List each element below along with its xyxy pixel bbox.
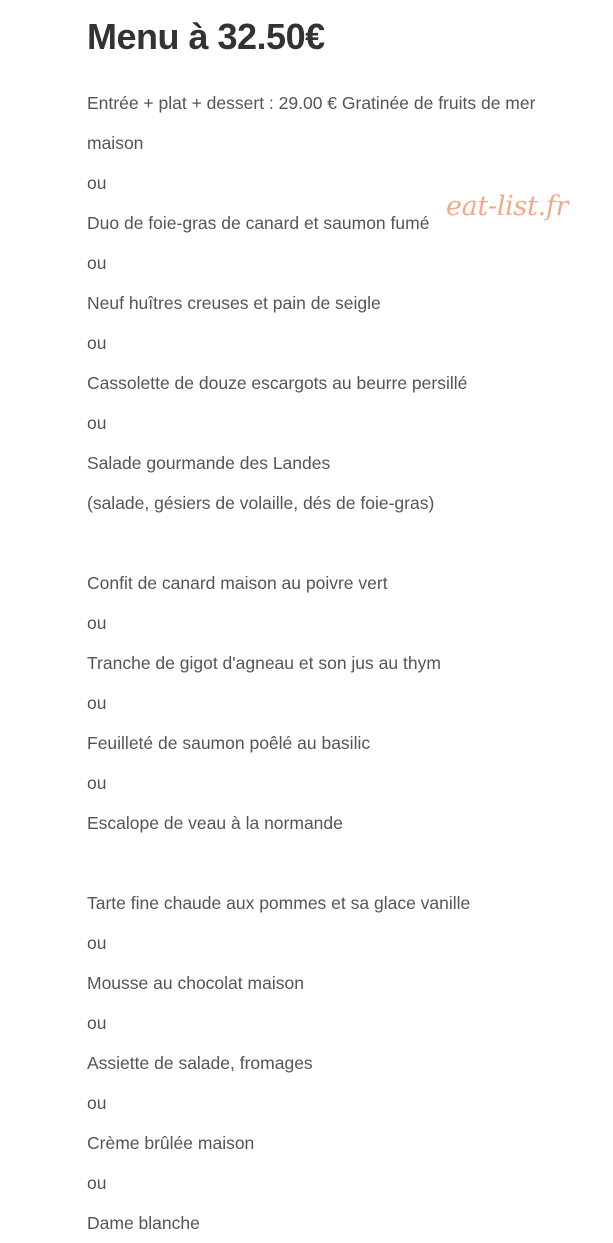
separator-or: ou (87, 933, 107, 953)
separator-or: ou (87, 1013, 107, 1033)
separator-or: ou (87, 1093, 107, 1113)
section-gap (87, 843, 587, 883)
separator-or: ou (87, 693, 107, 713)
separator-or: ou (87, 1173, 107, 1193)
menu-body (87, 83, 587, 1243)
dessert-item: Assiette de salade, fromages (87, 1053, 313, 1073)
starter-item: Cassolette de douze escargots au beurre persillé (87, 373, 468, 393)
dessert-item: Mousse au chocolat maison (87, 973, 304, 993)
separator-or: ou (87, 613, 107, 633)
main-item: Escalope de veau à la normande (87, 813, 343, 833)
separator-or: ou (87, 333, 107, 353)
section-gap (87, 523, 587, 563)
dessert-item: Dame blanche (87, 1213, 200, 1233)
main-item: Feuilleté de saumon poêlé au basilic (87, 733, 371, 753)
starter-item: Neuf huîtres creuses et pain de seigle (87, 293, 381, 313)
dessert-item: Tarte fine chaude aux pommes et sa glace vanille (87, 893, 471, 913)
dessert-item: Crème brûlée maison (87, 1133, 255, 1153)
main-item: Confit de canard maison au poivre vert (87, 573, 388, 593)
starter-item: Duo de foie-gras de canard et saumon fumé (87, 213, 430, 233)
separator-or: ou (87, 173, 107, 193)
separator-or: ou (87, 253, 107, 273)
main-item: Tranche de gigot d'agneau et son jus au thym (87, 653, 441, 673)
separator-or: ou (87, 773, 107, 793)
starter-item-detail: (salade, gésiers de volaille, dés de foie-gras) (87, 493, 435, 513)
separator-or: ou (87, 413, 107, 433)
menu-intro: Entrée + plat + dessert : 29.00 € Gratinée de fruits de mer maison (87, 93, 536, 153)
starter-item: Salade gourmande des Landes (87, 453, 331, 473)
watermark-logo: eat-list.fr (446, 191, 569, 222)
page-title: Menu à 32.50€ (87, 16, 325, 57)
